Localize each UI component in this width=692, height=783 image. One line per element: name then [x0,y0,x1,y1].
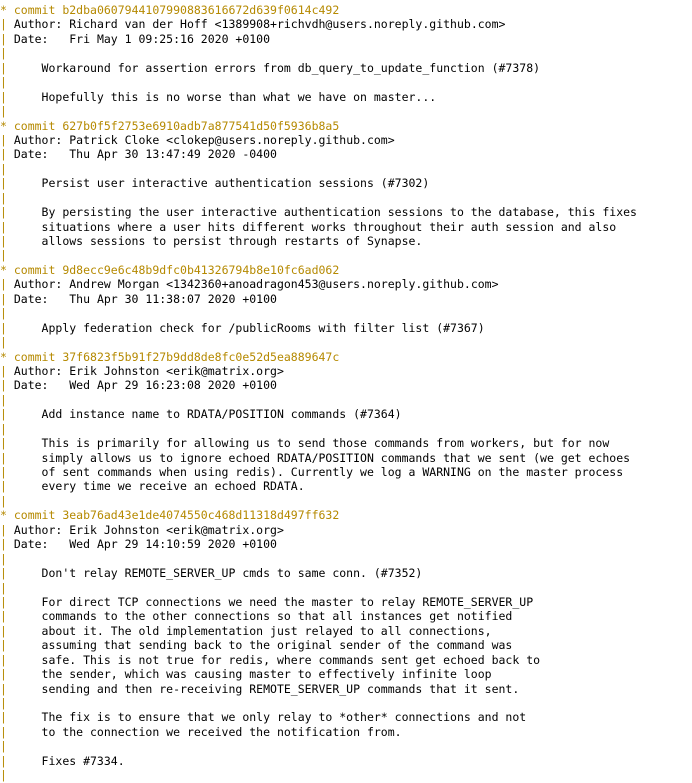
commit-message-line: assuming that sending back to the original sender of the command was [41,638,513,653]
commit-message-line: Workaround for assertion errors from db_query_to_update_function (#7378) [41,60,541,75]
message-line [0,754,692,768]
commit-message-line: For direct TCP connections we need the master to relay REMOTE_SERVER_UP [41,594,534,609]
graph-pipe: | [0,378,14,393]
message-line [0,205,692,219]
commit-hash: 9d8ecc9e6c48b9dfc0b41326794b8e10fc6ad062 [62,262,340,277]
blank-line [0,162,692,176]
date-label: Date: [13,378,70,393]
date-line [0,292,692,306]
commit-graph-marker: * [0,508,14,523]
graph-pipe: | [0,306,7,321]
message-line [0,436,692,450]
message-line [0,90,692,104]
blank-line [0,422,692,436]
graph-pipe: | [0,724,42,739]
graph-pipe: | [0,176,42,191]
message-line [0,595,692,609]
graph-pipe: | [0,609,42,624]
commit-keyword: commit [13,508,63,523]
graph-pipe: | [0,407,42,422]
date-value: Thu Apr 30 11:38:07 2020 +0100 [69,291,277,306]
author-line [0,133,692,147]
graph-pipe: | [0,638,42,653]
graph-pipe: | [0,580,7,595]
commit-message-line: Fixes #7334. [41,753,125,768]
message-line [0,638,692,652]
blank-line [0,768,692,782]
graph-pipe: | [0,132,14,147]
author-label: Author: [13,522,70,537]
graph-pipe: | [0,522,14,537]
commit-graph-marker: * [0,118,14,133]
commit-line [0,3,692,17]
graph-pipe: | [0,277,14,292]
commit-message-line: The fix is to ensure that we only relay to *other* connections and not [41,710,527,725]
graph-pipe: | [0,104,7,119]
message-line [0,710,692,724]
blank-line [0,335,692,349]
graph-pipe: | [0,248,7,263]
commit-keyword: commit [13,3,63,17]
blank-line [0,191,692,205]
commit-line [0,263,692,277]
commit-graph-marker: * [0,262,14,277]
message-line [0,624,692,638]
commit-message-line: Hopefully this is no worse than what we have on master... [41,89,437,104]
graph-pipe: | [0,234,42,248]
graph-pipe: | [0,161,7,176]
date-value: Wed Apr 29 14:10:59 2020 +0100 [69,537,277,552]
commit-line [0,119,692,133]
graph-pipe: | [0,436,42,451]
commit-message-line: about it. The old implementation just relayed to all connections, [41,623,492,638]
graph-pipe: | [0,320,42,335]
blank-line [0,104,692,118]
commit-graph-marker: * [0,349,14,364]
author-label: Author: [13,363,70,378]
graph-pipe: | [0,479,42,494]
blank-line [0,248,692,262]
graph-pipe: | [0,493,7,508]
graph-pipe: | [0,60,42,75]
commit-message-line: safe. This is not true for redis, where commands sent get echoed back to [41,652,541,667]
author-value: Erik Johnston <erik@matrix.org> [69,522,284,537]
commit-line [0,350,692,364]
graph-pipe: | [0,75,7,90]
commit-message-line: of sent commands when using redis). Currently we log a WARNING on the master process [41,465,624,479]
commit-keyword: commit [13,118,63,133]
author-value: Richard van der Hoff <1389908+richvdh@users.noreply.github.com> [69,17,506,32]
date-line [0,32,692,46]
commit-message-line: Persist user interactive authentication sessions (#7302) [41,176,430,191]
blank-line [0,581,692,595]
blank-line [0,739,692,753]
graph-pipe: | [0,291,14,306]
author-value: Andrew Morgan <1342360+anoadragon453@users.noreply.github.com> [69,277,499,292]
date-value: Wed Apr 29 16:23:08 2020 +0100 [69,378,277,393]
commit-message-line: commands to the other connections so that all instances get notified [41,609,513,624]
blank-line [0,75,692,89]
blank-line [0,696,692,710]
message-line [0,725,692,739]
message-line [0,321,692,335]
graph-pipe: | [0,551,7,566]
blank-line [0,494,692,508]
graph-pipe: | [0,392,7,407]
graph-pipe: | [0,147,14,162]
author-line [0,523,692,537]
graph-pipe: | [0,31,14,46]
commit-keyword: commit [13,262,63,277]
message-line [0,465,692,479]
message-line [0,407,692,421]
commit-message-line: simply allows us to ignore echoed RDATA/POSITION commands that we sent (we get echoes [41,450,631,465]
graph-pipe: | [0,219,42,234]
author-value: Erik Johnston <erik@matrix.org> [69,363,284,378]
author-label: Author: [13,277,70,292]
commit-hash: b2dba0607944107990883616672d639f0614c492 [62,3,340,17]
commit-line [0,508,692,522]
blank-line [0,552,692,566]
commit-message-line: the sender, which was causing master to effectively infinite loop [41,667,492,682]
graph-pipe: | [0,17,14,32]
date-value: Fri May 1 09:25:16 2020 +0100 [69,31,271,46]
date-line [0,537,692,551]
commit-keyword: commit [13,349,63,364]
commit-message-line: to the connection we received the notification from. [41,724,402,739]
message-line [0,682,692,696]
date-label: Date: [13,147,70,162]
graph-pipe: | [0,421,7,436]
date-line [0,378,692,392]
commit-message-line: Don't relay REMOTE_SERVER_UP cmds to same conn. (#7352) [41,566,423,581]
graph-pipe: | [0,450,42,465]
message-line [0,176,692,190]
graph-pipe: | [0,667,42,682]
author-value: Patrick Cloke <clokep@users.noreply.github.com> [69,132,395,147]
graph-pipe: | [0,190,7,205]
commit-message-line: allows sessions to persist through restarts of Synapse. [41,234,423,248]
message-line [0,609,692,623]
commit-message-line: sending and then re-receiving REMOTE_SERVER_UP commands that it sent. [41,681,520,696]
date-value: Thu Apr 30 13:47:49 2020 -0400 [69,147,277,162]
blank-line [0,393,692,407]
graph-pipe: | [0,652,42,667]
graph-pipe: | [0,205,42,220]
date-line [0,147,692,161]
blank-line [0,46,692,60]
commit-graph-marker: * [0,3,14,17]
message-line [0,479,692,493]
message-line [0,451,692,465]
commit-message-line: Add instance name to RDATA/POSITION commands (#7364) [41,407,402,422]
commit-hash: 3eab76ad43e1de4074550c468d11318d497ff632 [62,508,340,523]
commit-message-line: Apply federation check for /publicRooms with filter list (#7367) [41,320,485,335]
graph-pipe: | [0,681,42,696]
graph-pipe: | [0,739,7,754]
author-line [0,364,692,378]
message-line [0,61,692,75]
graph-pipe: | [0,566,42,581]
date-label: Date: [13,31,70,46]
graph-pipe: | [0,335,7,350]
graph-pipe: | [0,363,14,378]
commit-hash: 37f6823f5b91f27b9dd8de8fc0e52d5ea889647c [62,349,340,364]
message-line [0,653,692,667]
graph-pipe: | [0,753,42,768]
message-line [0,220,692,234]
graph-pipe: | [0,465,42,479]
commit-hash: 627b0f5f2753e6910adb7a877541d50f5936b8a5 [62,118,340,133]
blank-line [0,306,692,320]
author-line [0,277,692,291]
message-line [0,234,692,248]
date-label: Date: [13,291,70,306]
message-line [0,667,692,681]
author-label: Author: [13,17,70,32]
graph-pipe: | [0,537,14,552]
date-label: Date: [13,537,70,552]
commit-message-line: This is primarily for allowing us to send those commands from workers, but for now [41,436,610,451]
commit-message-line: situations where a user hits different works throughout their auth session and also [41,219,617,234]
author-line [0,17,692,31]
graph-pipe: | [0,46,7,61]
message-line [0,566,692,580]
graph-pipe: | [0,594,42,609]
commit-message-line: every time we receive an echoed RDATA. [41,479,305,494]
graph-pipe: | [0,768,7,783]
graph-pipe: | [0,696,7,710]
graph-pipe: | [0,710,42,725]
graph-pipe: | [0,623,42,638]
commit-message-line: By persisting the user interactive authentication sessions to the database, this fixes [41,205,637,220]
graph-pipe: | [0,89,42,104]
author-label: Author: [13,132,70,147]
